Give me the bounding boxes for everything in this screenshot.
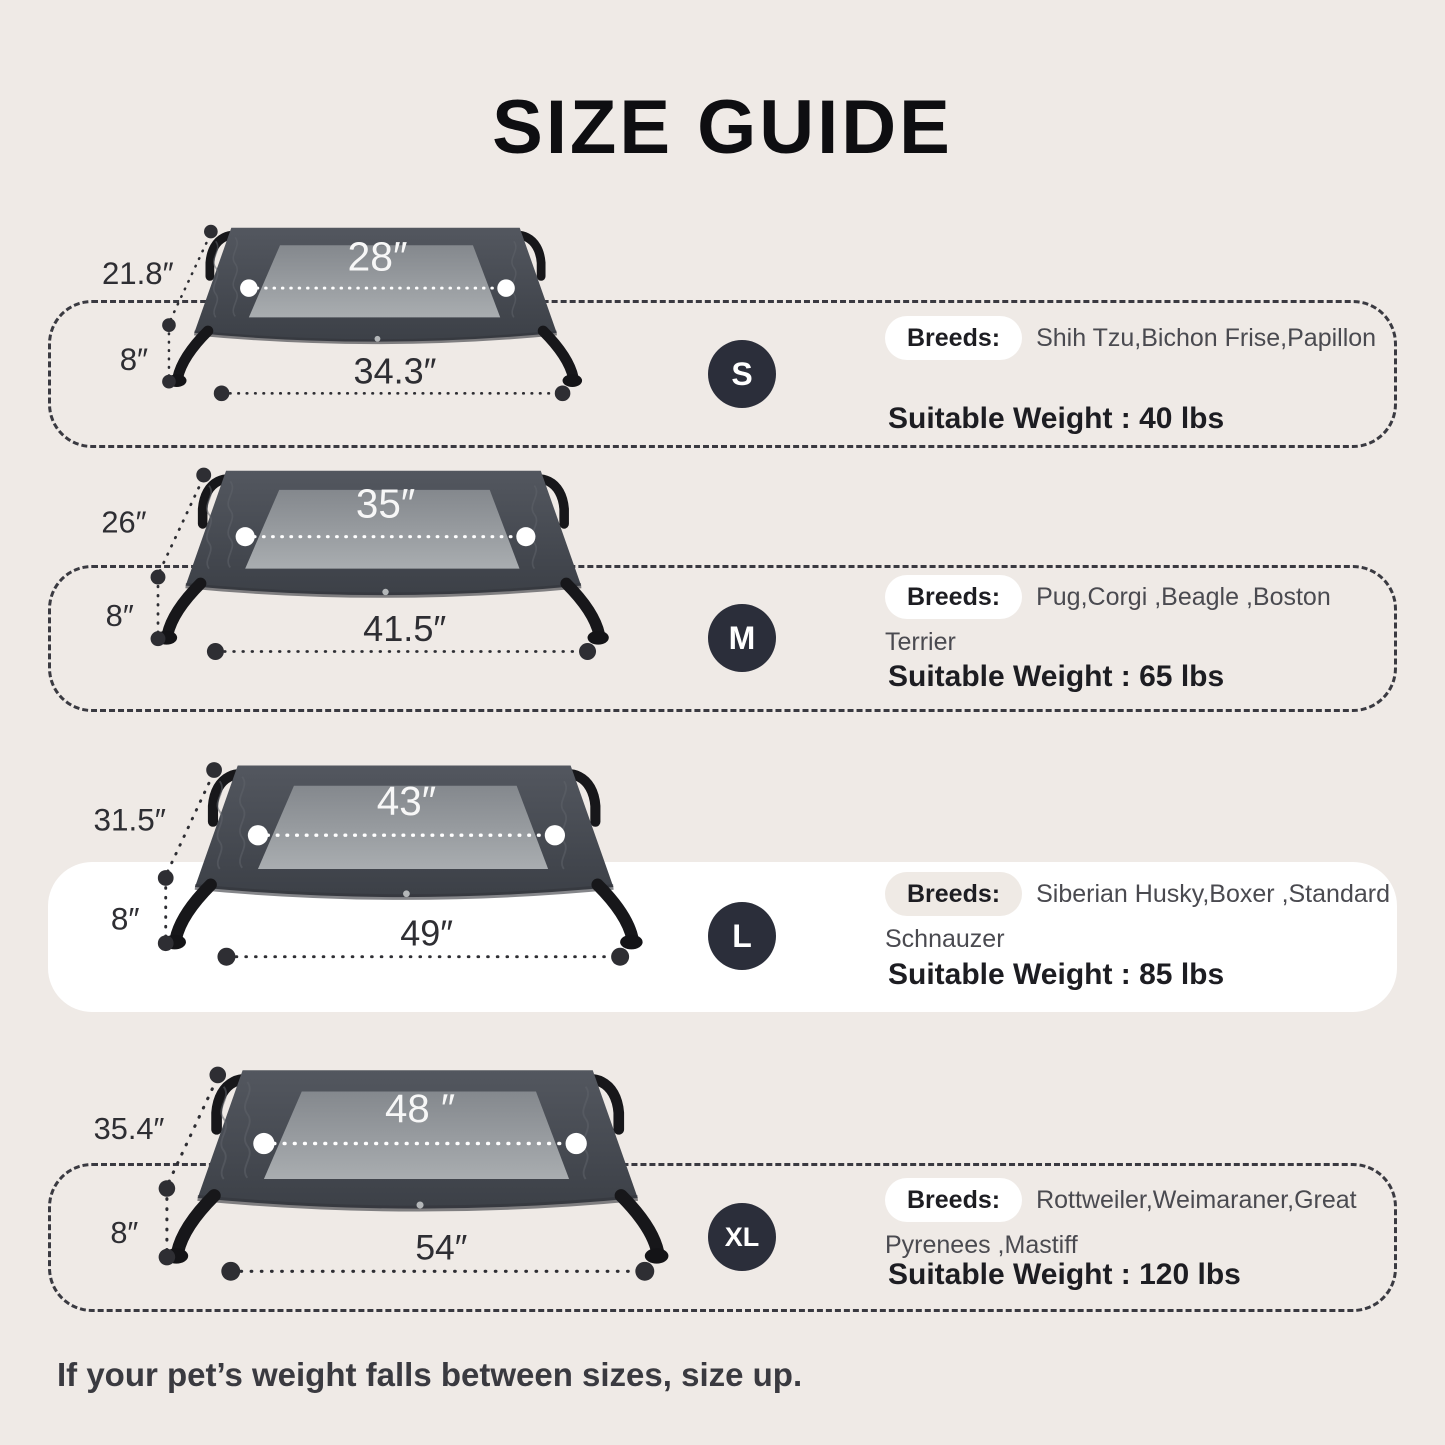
bed-illustration-l	[0, 752, 646, 977]
length-label: 34.3″	[353, 350, 437, 392]
front-leg-right	[598, 885, 633, 939]
length-label: 41.5″	[363, 607, 447, 649]
length-dimension	[214, 351, 571, 402]
breeds-line	[885, 575, 1400, 665]
frame-screw	[416, 1201, 423, 1208]
frame-screw	[403, 890, 410, 897]
inner-width-label: 43″	[376, 777, 437, 824]
front-leg-right	[566, 583, 599, 634]
size-badge-letter: S	[731, 355, 753, 392]
breeds-value: Siberian Husky,Boxer ,Standard Schnauzer	[885, 880, 1390, 953]
length-label: 49″	[400, 912, 454, 954]
bed-illustration-xl	[0, 1056, 672, 1293]
length-dimension	[207, 608, 596, 660]
breeds-value: Rottweiler,Weimaraner,Great Pyrenees ,Mastiff	[885, 1186, 1357, 1259]
front-leg-left	[176, 885, 211, 939]
size-badge-letter: XL	[724, 1221, 760, 1252]
front-leg-left	[178, 1196, 215, 1253]
frame-screw	[382, 589, 388, 595]
breeds-label-pill: Breeds:	[885, 1178, 1022, 1222]
length-dimension	[221, 1227, 654, 1280]
depth-label: 21.8″	[101, 256, 174, 292]
depth-label: 31.5″	[93, 801, 166, 838]
height-dimension	[110, 1188, 175, 1265]
front-leg-right	[543, 331, 573, 378]
breeds-value: Shih Tzu,Bichon Frise,Papillon	[1036, 324, 1377, 352]
front-leg-right	[621, 1196, 658, 1253]
breeds-line	[885, 316, 1400, 361]
size-badge-m	[708, 604, 776, 672]
breeds-line	[885, 1178, 1400, 1268]
bed-illustration-s	[15, 216, 585, 411]
height-label: 8″	[105, 597, 134, 633]
length-label: 54″	[415, 1227, 468, 1268]
bed-illustration-m	[0, 458, 612, 671]
front-leg-left	[178, 331, 208, 378]
suitable-weight-text: Suitable Weight : 85 lbs	[888, 958, 1225, 991]
size-badge-letter: M	[728, 619, 756, 656]
length-dimension	[217, 912, 629, 965]
depth-label: 35.4″	[93, 1110, 165, 1146]
height-label: 8″	[110, 1214, 139, 1250]
frame-screw	[375, 336, 381, 342]
inner-width-label: 48 ″	[384, 1086, 456, 1132]
breeds-value: Pug,Corgi ,Beagle ,Boston Terrier	[885, 583, 1331, 656]
height-label: 8″	[110, 900, 140, 937]
sizing-advice-note: If your pet’s weight falls between sizes, size up.	[57, 1356, 803, 1393]
size-badge-letter: L	[732, 917, 752, 954]
height-dimension	[111, 878, 174, 951]
size-badge-l	[708, 902, 776, 970]
suitable-weight-text: Suitable Weight : 65 lbs	[888, 660, 1225, 693]
suitable-weight-text: Suitable Weight : 40 lbs	[888, 402, 1225, 435]
depth-label: 26″	[101, 504, 147, 540]
inner-width-label: 28″	[347, 233, 408, 280]
suitable-weight-text: Suitable Weight : 120 lbs	[888, 1258, 1241, 1291]
breeds-line	[885, 872, 1400, 962]
size-badge-s	[708, 340, 776, 408]
front-leg-left	[168, 583, 201, 634]
page-title: SIZE GUIDE	[492, 85, 953, 170]
breeds-label-pill: Breeds:	[885, 872, 1022, 916]
size-badge-xl	[708, 1203, 776, 1271]
breeds-label-pill: Breeds:	[885, 575, 1022, 619]
height-label: 8″	[119, 341, 149, 377]
height-dimension	[106, 577, 166, 646]
height-dimension	[120, 325, 176, 388]
inner-width-label: 35″	[355, 480, 416, 527]
breeds-label-pill: Breeds:	[885, 316, 1022, 360]
